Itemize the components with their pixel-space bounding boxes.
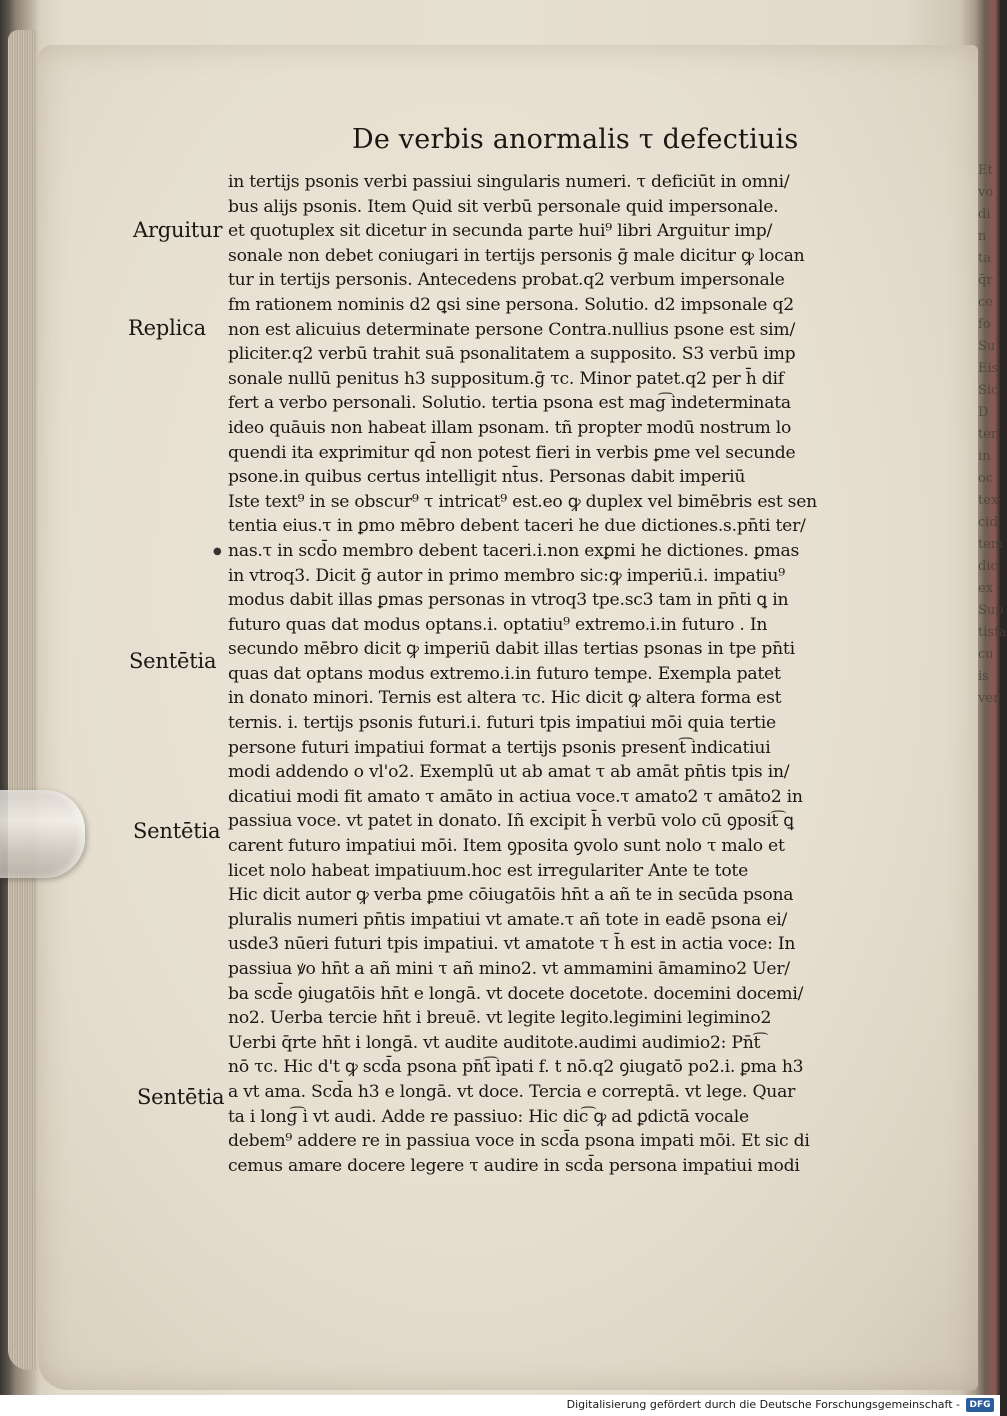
marginal-note-arguitur: Arguitur [133, 218, 223, 242]
page-header: De verbis anormalis τ defectiuis [352, 124, 799, 155]
text-line: usde3 nūeri futuri tpis impatiui. vt amatote τ h̄ est in actia voce: In [228, 934, 796, 955]
text-line: in donato minori. Ternis est altera τc. Hic dicit ꝙ altera forma est [228, 688, 782, 709]
text-line: persone futuri impatiui format a tertijs psonis present͡ indicatiui [228, 737, 771, 758]
facing-page-bleed-text: Et vo di n ta q̄r ce fo Su Eis Sic D ter in oc tex cid tem dic ex Sup tisfa cu is ver [978, 163, 1007, 706]
text-line: tentia eius.τ in ꝑmo mēbro debent taceri he due dictiones.s.pn̄ti ter/ [228, 516, 806, 537]
text-line: tur in tertijs personis. Antecedens probat.q2 verbum impersonale [228, 270, 785, 291]
marginal-note-sententia-1: Sentētia [129, 649, 217, 673]
text-line: sonale nullū penitus h3 suppositum.ḡ τc. Minor patet.q2 per h̄ dif [228, 368, 784, 389]
text-line: et quotuplex sit dicetur in secunda parte hui⁹ libri Arguitur imp/ [228, 221, 773, 242]
footer-bar [0, 1395, 1000, 1416]
text-line: Uerbi q̄rte hn̄t i longā. vt audite auditote.audimi audimio2: Pn̄t͡ [228, 1032, 761, 1053]
text-line: carent futuro impatiui mōi. Item ꝯposita ꝯvolo sunt nolo τ malo et [228, 836, 785, 857]
text-line: licet nolo habeat impatiuum.hoc est irregulariter Ante te tote [228, 860, 748, 881]
text-line: a vt ama. Scd̄a h3 e longā. vt doce. Tercia e correptā. vt lege. Quar [228, 1081, 796, 1102]
text-line: dicatiui modi fit amato τ amāto in actiua voce.τ amato2 τ amāto2 in [228, 786, 803, 807]
text-line: fm rationem nominis d2 ꝗsi sine persona. Solutio. d2 impsonale q2 [228, 294, 794, 315]
text-line: ta i long͡ i vt audi. Adde re passiuo: Hic dic͡ ꝙ ad ꝑdictā vocale [228, 1106, 749, 1127]
text-line: passiua voce. vt patet in donato. Iñ excipit h̄ verbū volo cū ꝯposit͡ ꝗ [228, 811, 794, 832]
text-line: futuro quas dat modus optans.i. optatiu⁹ extremo.i.in futuro . In [228, 614, 768, 635]
text-line: sonale non debet coniugari in tertijs personis ḡ male dicitur ꝙ locan [228, 245, 805, 266]
book-page-edges [8, 30, 36, 1370]
text-line: bus alijs psonis. Item Quid sit verbū personale quid impersonale. [228, 196, 779, 217]
marginal-note-sententia-2: Sentētia [133, 819, 221, 843]
text-line: nas.τ in scd̄o membro debent taceri.i.non exꝑmi he dictiones. ꝑmas [228, 540, 800, 561]
text-line: quendi ita exprimitur qd̄ non potest fieri in verbis ꝑme vel secunde [228, 442, 796, 463]
text-line: no2. Uerba tercie hn̄t i breuē. vt legite legito.legimini legimino2 [228, 1008, 772, 1029]
text-line: Iste text⁹ in se obscur⁹ τ intricat⁹ est.eo ꝙ duplex vel bimēbris est sen [228, 491, 817, 512]
text-line: nō τc. Hic d't ꝙ scd̄a psona pn̄t͡ ipati f. t nō.q2 ꝯiugatō po2.i. ꝑma h3 [228, 1057, 804, 1078]
plastic-clip [0, 790, 85, 878]
text-line: passiua ꝟo hn̄t a añ mini τ añ mino2. vt ammamini āmamino2 Uer/ [228, 959, 790, 979]
text-line: debem⁹ addere re in passiua voce in scd̄a psona impati mōi. Et sic di [228, 1131, 810, 1152]
text-line: fert a verbo personali. Solutio. tertia psona est mag͡ indeterminata [228, 393, 791, 414]
text-line: in vtroq3. Dicit ḡ autor in primo membro sic:ꝙ imperiū.i. impatiu⁹ [228, 565, 785, 586]
text-line: ternis. i. tertijs psonis futuri.i. futuri tpis impatiui mōi quia tertie [228, 713, 776, 734]
text-line: non est alicuius determinate persone Contra.nullius psone est sim/ [228, 319, 796, 340]
text-line: Hic dicit autor ꝙ verba ꝑme cōiugatōis hn̄t a añ te in secūda psona [228, 885, 794, 906]
text-line: pliciter.q2 verbū trahit suā psonalitatem a supposito. S3 verbū imp [228, 344, 796, 365]
marginal-note-sententia-3: Sentētia [137, 1085, 225, 1109]
text-line: cemus amare docere legere τ audire in scd̄a persona impatiui modi [228, 1155, 800, 1176]
text-line: in tertijs psonis verbi passiui singularis numeri. τ deficiūt in omni/ [228, 172, 790, 192]
text-line: pluralis numeri pn̄tis impatiui vt amate.τ añ tote in eadē psona ei/ [228, 909, 788, 930]
text-line: secundo mēbro dicit ꝙ imperiū dabit illas tertias psonas in tpe pn̄ti [228, 639, 795, 660]
text-line: ideo quāuis non habeat illam psonam. tñ propter modū nostrum lo [228, 417, 792, 438]
body-text [228, 170, 868, 1178]
text-line: modus dabit illas ꝑmas personas in vtroq3 tpe.sc3 tam in pn̄ti ꝗ in [228, 590, 789, 611]
text-line: ba scd̄e ꝯiugatōis hn̄t e longā. vt docete docetote. docemini docemi/ [228, 983, 804, 1004]
text-line: modi addendo o vl'o2. Exemplū ut ab amat τ ab amāt pn̄tis tpis in/ [228, 762, 790, 783]
marginal-note-replica: Replica [128, 316, 206, 340]
dfg-logo: DFG [966, 1398, 994, 1412]
margin-dot-mark: ● [213, 546, 222, 557]
funding-notice: Digitalisierung gefördert durch die Deutsche Forschungsgemeinschaft - [566, 1398, 960, 1411]
text-line: quas dat optans modus extremo.i.in futuro tempe. Exempla patet [228, 663, 781, 684]
text-line: psone.in quibus certus intelligit nt̄us. Personas dabit imperiū [228, 467, 746, 488]
